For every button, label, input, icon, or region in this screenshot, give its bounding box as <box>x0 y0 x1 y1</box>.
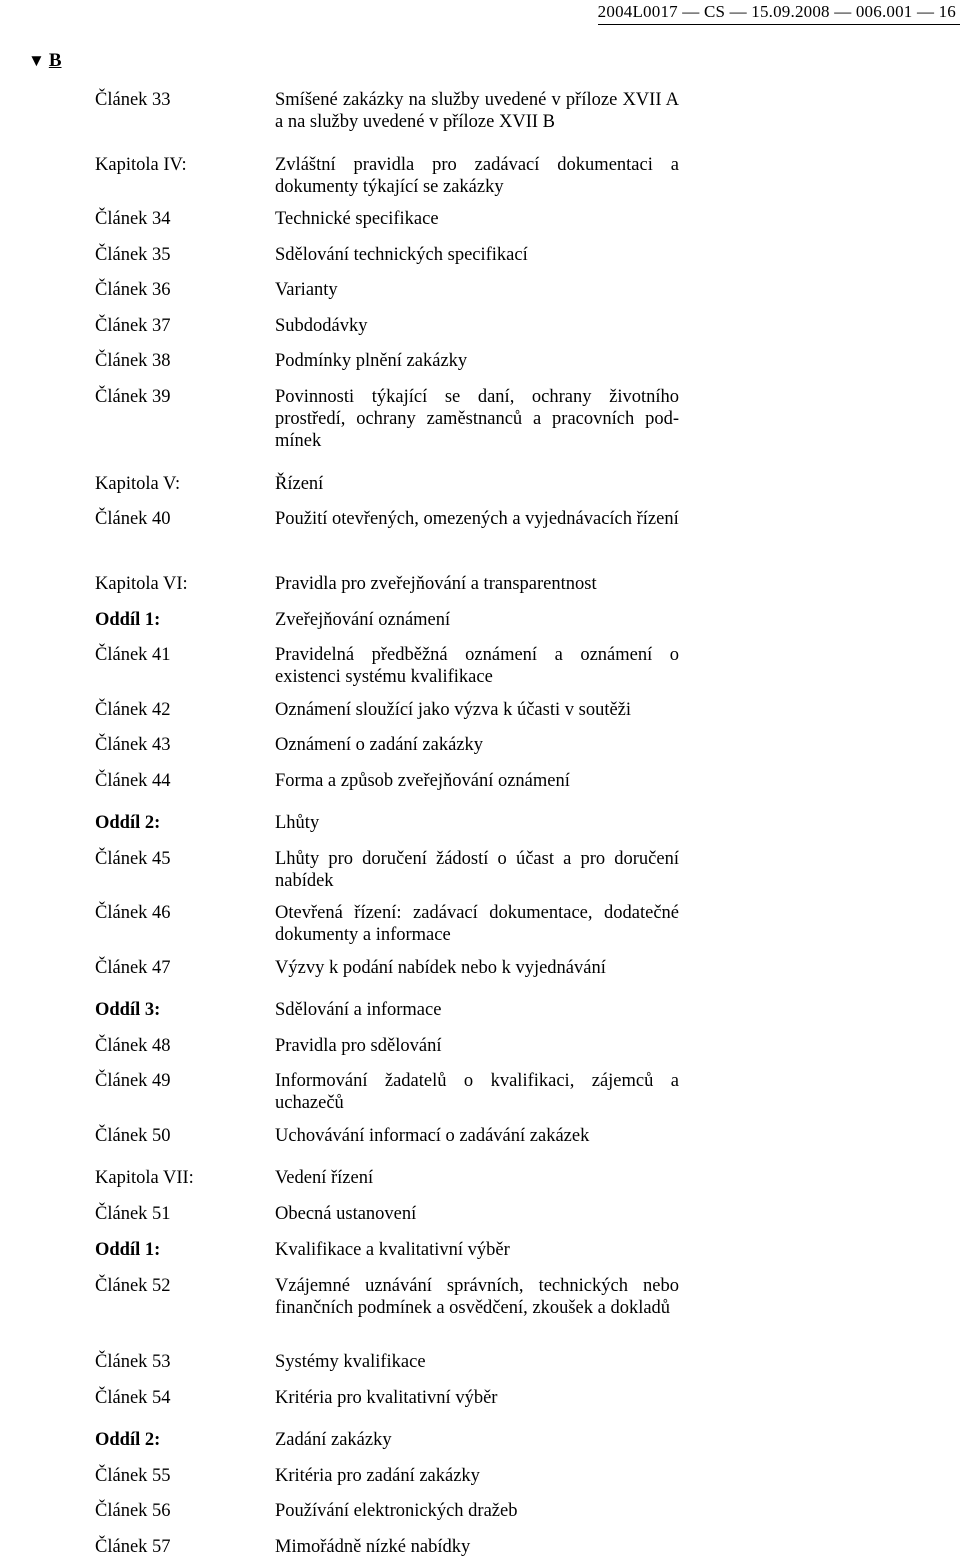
toc-entry-title: Řízení <box>275 474 324 494</box>
toc-entry-title: Zveřejňování oznámení <box>275 610 451 630</box>
toc-entry-label: Článek 38 <box>95 351 171 371</box>
toc-entry-label: Oddíl 2: <box>95 813 161 833</box>
amendment-marker <box>28 50 62 72</box>
toc-entry-title: Mimořádně nízké nabídky <box>275 1537 471 1557</box>
toc-entry-title: Podmínky plnění zakázky <box>275 351 468 371</box>
toc-entry-title: Pravidelná předběžná oznámení a oznámení o existenci systému kvalifikace <box>275 645 679 687</box>
toc-entry-label: Článek 46 <box>95 903 171 923</box>
toc-entry-label: Kapitola V: <box>95 474 181 494</box>
toc-entry-title: Použití otevřených, omezených a vyjednávacích řízení <box>275 509 679 529</box>
toc-entry-label: Článek 55 <box>95 1466 171 1486</box>
toc-entry-title: Varianty <box>275 280 338 300</box>
toc-entry-title: Zvláštní pravidla pro zadávací dokumentaci a dokumenty týkající se zakázky <box>275 155 679 197</box>
toc-entry-title: Kritéria pro zadání zakázky <box>275 1466 480 1486</box>
toc-entry-label: Článek 56 <box>95 1501 171 1521</box>
toc-entry-title: Uchovávání informací o zadávání zakázek <box>275 1126 590 1146</box>
toc-entry-label: Článek 36 <box>95 280 171 300</box>
toc-entry-title: Informování žadatelů o kvalifikaci, zájemců a uchazečů <box>275 1071 679 1113</box>
toc-entry-label: Článek 54 <box>95 1388 171 1408</box>
toc-entry-label: Kapitola IV: <box>95 155 187 175</box>
toc-entry-title: Lhůty <box>275 813 320 833</box>
amendment-marker-letter: B <box>48 50 62 71</box>
toc-entry-title: Kritéria pro kvalitativní výběr <box>275 1388 498 1408</box>
toc-entry-label: Článek 34 <box>95 209 171 229</box>
toc-entry-title: Technické specifikace <box>275 209 439 229</box>
toc-entry-label: Článek 48 <box>95 1036 171 1056</box>
toc-entry-label: Článek 50 <box>95 1126 171 1146</box>
toc-entry-title: Obecná ustanovení <box>275 1204 417 1224</box>
toc-entry-title: Vzájemné uznávání správních, technických nebo finančních podmínek a osvědčení, zkoušek a dokladů <box>275 1276 679 1318</box>
toc-entry-title: Sdělování technických specifikací <box>275 245 528 265</box>
toc-entry-label: Oddíl 2: <box>95 1430 161 1450</box>
toc-entry-label: Článek 39 <box>95 387 171 407</box>
toc-entry-label: Článek 52 <box>95 1276 171 1296</box>
toc-entry-label: Článek 51 <box>95 1204 171 1224</box>
toc-entry-label: Článek 57 <box>95 1537 171 1557</box>
toc-entry-label: Článek 49 <box>95 1071 171 1091</box>
toc-entry-title: Pravidla pro zveřejňování a transparentnost <box>275 574 597 594</box>
toc-entry-title: Otevřená řízení: zadávací dokumentace, dodatečné dokumenty a informace <box>275 903 679 945</box>
toc-entry-label: Oddíl 1: <box>95 610 161 630</box>
toc-entry-label: Oddíl 1: <box>95 1240 161 1260</box>
toc-entry-label: Článek 41 <box>95 645 171 665</box>
toc-entry-label: Článek 53 <box>95 1352 171 1372</box>
toc-entry-title: Pravidla pro sdělování <box>275 1036 442 1056</box>
toc-entry-label: Kapitola VII: <box>95 1168 194 1188</box>
toc-entry-label: Článek 35 <box>95 245 171 265</box>
toc-entry-title: Subdodávky <box>275 316 368 336</box>
toc-entry-title: Oznámení sloužící jako výzva k účasti v soutěži <box>275 700 632 720</box>
toc-entry-title: Oznámení o zadání zakázky <box>275 735 484 755</box>
toc-entry-label: Článek 40 <box>95 509 171 529</box>
toc-entry-title: Používání elektronických dražeb <box>275 1501 518 1521</box>
toc-entry-title: Systémy kvalifikace <box>275 1352 426 1372</box>
document-reference-header: 2004L0017 — CS — 15.09.2008 — 006.001 — 16 <box>597 2 956 21</box>
toc-entry-title: Zadání zakázky <box>275 1430 392 1450</box>
toc-entry-label: Článek 43 <box>95 735 171 755</box>
toc-entry-label: Kapitola VI: <box>95 574 188 594</box>
toc-entry-title: Lhůty pro doručení žádostí o účast a pro doručení nabídek <box>275 849 679 891</box>
toc-entry-label: Článek 37 <box>95 316 171 336</box>
toc-entry-title: Vedení řízení <box>275 1168 374 1188</box>
toc-entry-label: Článek 42 <box>95 700 171 720</box>
toc-entry-title: Povinnosti týkající se daní, ochrany životního prostředí, ochrany zaměstnanců a pracovních podmínek <box>275 387 679 451</box>
toc-entry-label: Článek 47 <box>95 958 171 978</box>
toc-entry-title: Kvalifikace a kvalitativní výběr <box>275 1240 510 1260</box>
toc-entry-label: Článek 33 <box>95 90 171 110</box>
toc-entry-label: Článek 45 <box>95 849 171 869</box>
toc-entry-label: Článek 44 <box>95 771 171 791</box>
toc-entry-title: Sdělování a informace <box>275 1000 442 1020</box>
toc-entry-title: Forma a způsob zveřejňování oznámení <box>275 771 570 791</box>
triangle-down-icon: ▼ <box>28 51 45 70</box>
toc-entry-title: Smíšené zakázky na služby uvedené v příloze XVII A a na služby uvedené v příloze XVII B <box>275 90 679 132</box>
toc-entry-title: Výzvy k podání nabídek nebo k vyjednávání <box>275 958 606 978</box>
toc-entry-label: Oddíl 3: <box>95 1000 161 1020</box>
